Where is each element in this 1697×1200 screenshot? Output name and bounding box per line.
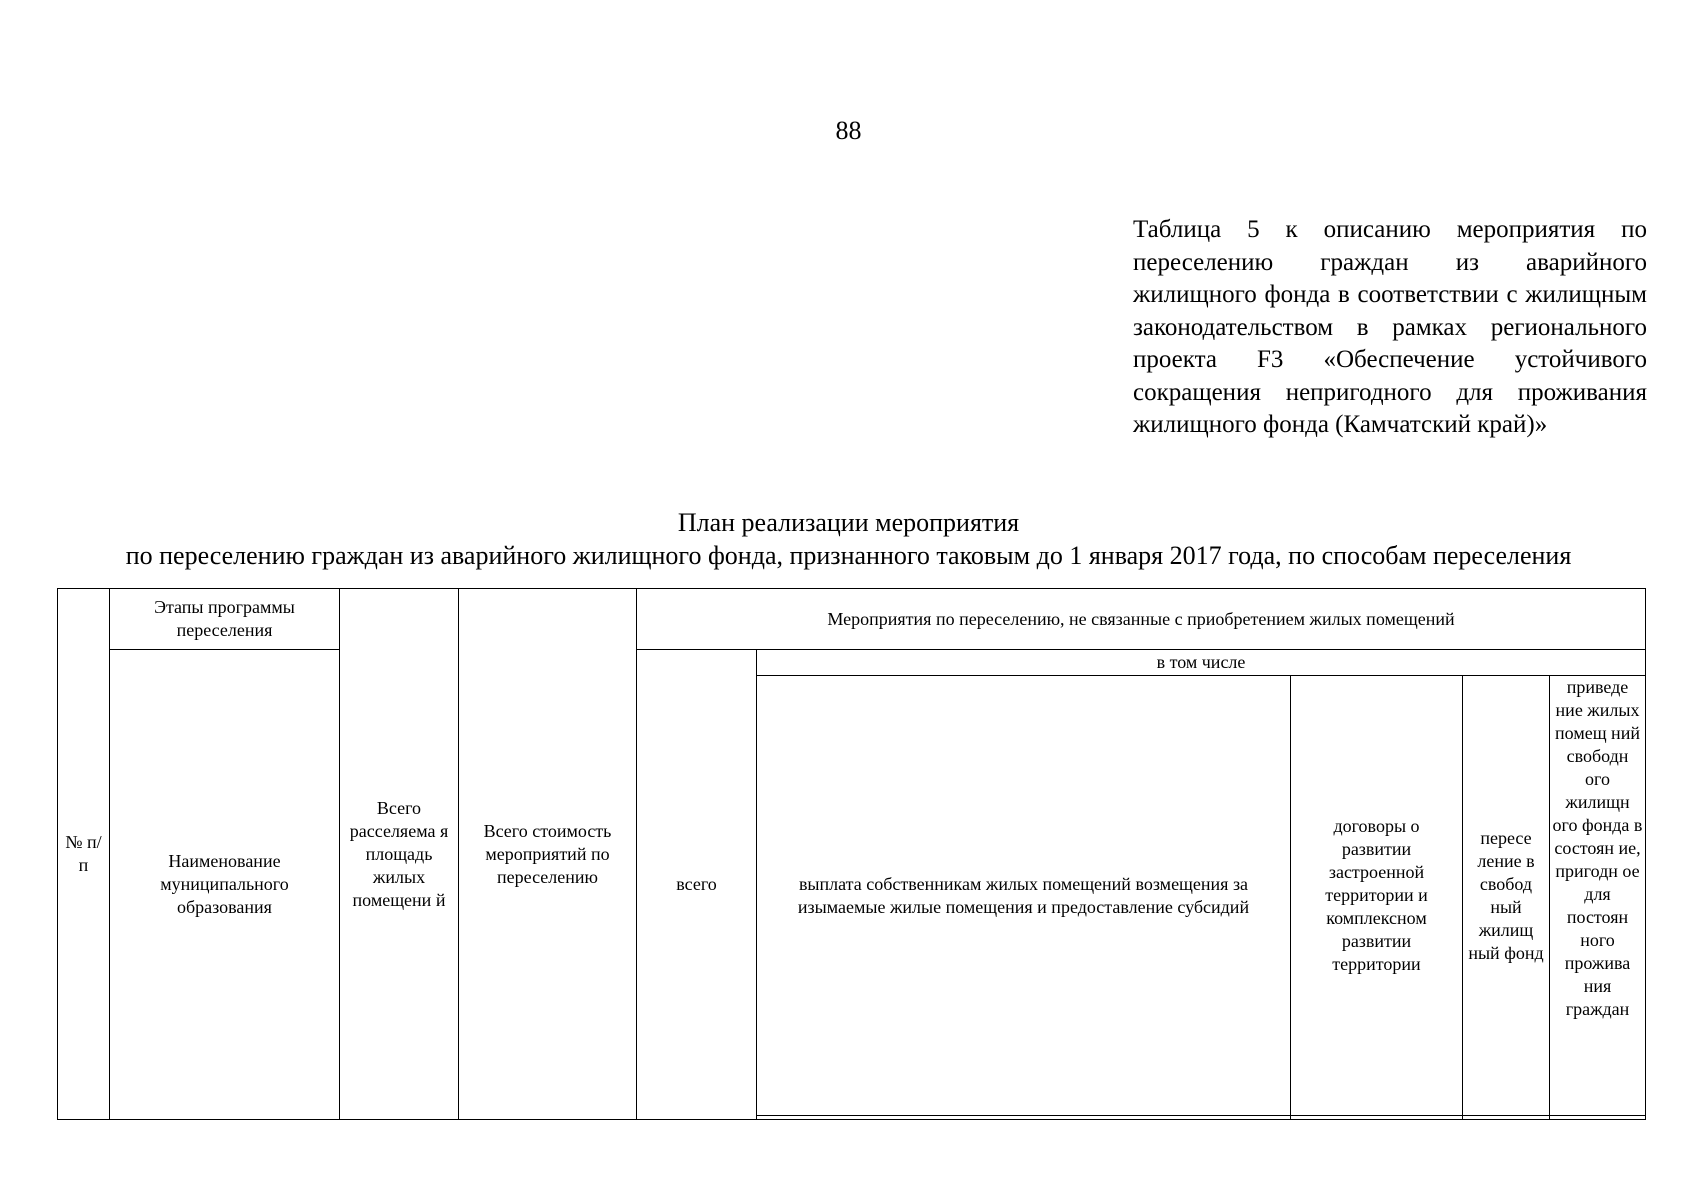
- document-title: [0, 506, 1697, 572]
- header-total: всего: [637, 650, 757, 1120]
- header-total-cost: Всего стоимость мероприятий по переселению: [459, 589, 637, 1120]
- header-municipality: Наименование муниципального образования: [110, 650, 340, 1120]
- header-free-fund: пересе ление в свобод ный жилищ ный фонд: [1463, 676, 1550, 1116]
- header-contracts: договоры о развитии застроенной территории и комплексном развитии территории: [1291, 676, 1463, 1116]
- header-total-area: Всего расселяема я площадь жилых помещени й: [340, 589, 459, 1120]
- header-measures: Мероприятия по переселению, не связанные с приобретением жилых помещений: [637, 589, 1646, 650]
- header-payment: выплата собственникам жилых помещений возмещения за изымаемые жилые помещения и предоставление субсидий: [757, 676, 1291, 1116]
- title-line-1: План реализации мероприятия: [677, 508, 1020, 537]
- header-stages: Этапы программы переселения: [110, 589, 340, 650]
- header-bringing: приведе ние жилых помещ ний свободн ого жилищн ого фонда в состоян ие, пригодн ое для постоян ного прожива ния граждан: [1550, 676, 1646, 1116]
- title-line-2: по переселению граждан из аварийного жилищного фонда, признанного таковым до 1 января 2017 года, по способам переселения: [125, 541, 1572, 570]
- table-caption: Таблица 5 к описанию мероприятия по переселению граждан из аварийного жилищного фонда в соответствии с жилищным законодательством в рамках регионального проекта F3 «Обеспечение устойчивого сокращения непригодного для проживания жилищного фонда (Камчатский край)»: [1133, 216, 1647, 438]
- header-number: № п/п: [58, 589, 110, 1120]
- page-number: 88: [835, 116, 862, 145]
- header-including: в том числе: [757, 650, 1646, 676]
- resettlement-plan-table: [57, 588, 1646, 1120]
